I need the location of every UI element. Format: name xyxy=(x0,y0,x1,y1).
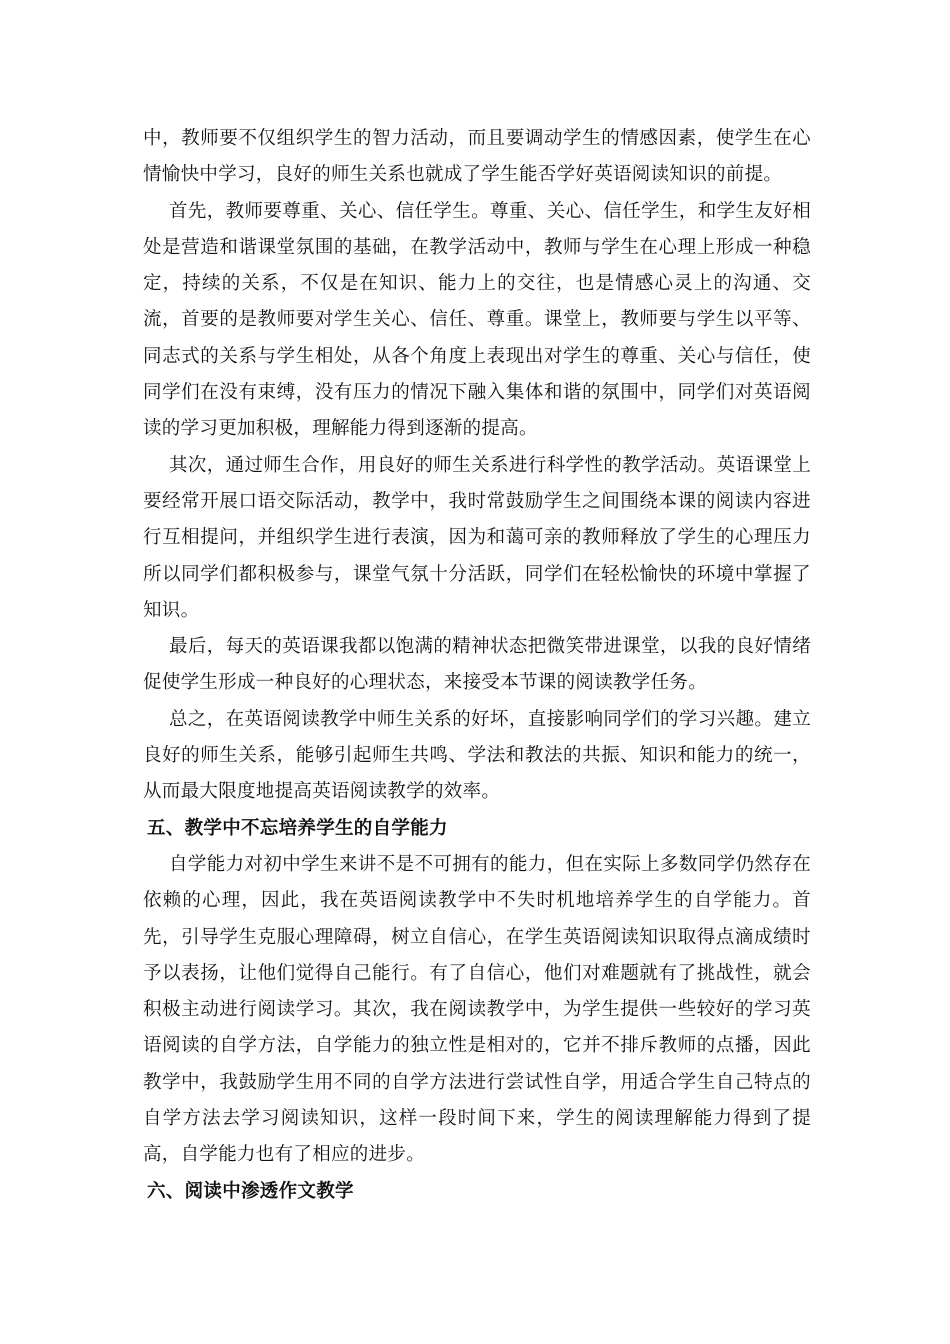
paragraph-continuation: 中，教师要不仅组织学生的智力活动，而且要调动学生的情感因素，使学生在心情愉快中学习，良好的师生关系也就成了学生能否学好英语阅读知识的前提。 xyxy=(143,128,811,186)
paragraph-respect-students: 首先，教师要尊重、关心、信任学生。尊重、关心、信任学生，和学生友好相处是营造和谐课堂氛围的基础，在教学活动中，教师与学生在心理上形成一种稳定，持续的关系，不仅是在知识、能力上的交往，也是情感心灵上的沟通、交流，首要的是教师要对学生关心、信任、尊重。课堂上，教师要与学生以平等、同志式的关系与学生相处，从各个角度上表现出对学生的尊重、关心与信任，使同学们在没有束缚，没有压力的情况下融入集体和谐的氛围中，同学们对英语阅读的学习更加积极，理解能力得到逐渐的提高。 xyxy=(143,200,811,440)
document-body xyxy=(143,121,811,1210)
paragraph-smile-in-class: 最后，每天的英语课我都以饱满的精神状态把微笑带进课堂，以我的良好情绪促使学生形成一种良好的心理状态，来接受本节课的阅读教学任务。 xyxy=(143,636,811,694)
paragraph-teacher-student-cooperation: 其次，通过师生合作，用良好的师生关系进行科学性的教学活动。英语课堂上要经常开展口语交际活动，教学中，我时常鼓励学生之间围绕本课的阅读内容进行互相提问，并组织学生进行表演，因为和蔼可亲的教师释放了学生的心理压力所以同学们都积极参与，课堂气氛十分活跃，同学们在轻松愉快的环境中掌握了知识。 xyxy=(143,454,811,621)
paragraph-conclusion: 总之，在英语阅读教学中师生关系的好坏，直接影响同学们的学习兴趣。建立良好的师生关系，能够引起师生共鸣、学法和教法的共振、知识和能力的统一，从而最大限度地提高英语阅读教学的效率。 xyxy=(143,708,811,803)
section-heading-writing: 六、阅读中渗透作文教学 xyxy=(147,1180,354,1202)
section-heading-self-study: 五、教学中不忘培养学生的自学能力 xyxy=(147,817,448,839)
paragraph-self-study: 自学能力对初中学生来讲不是不可拥有的能力，但在实际上多数同学仍然存在依赖的心理，因此，我在英语阅读教学中不失时机地培养学生的自学能力。首先，引导学生克服心理障碍，树立自信心，在学生英语阅读知识取得点滴成绩时予以表扬，让他们觉得自己能行。有了自信心，他们对难题就有了挑战性，就会积极主动进行阅读学习。其次，我在阅读教学中，为学生提供一些较好的学习英语阅读的自学方法，自学能力的独立性是相对的，它并不排斥教师的点播，因此教学中，我鼓励学生用不同的自学方法进行尝试性自学，用适合学生自己特点的自学方法去学习阅读知识，这样一段时间下来，学生的阅读理解能力得到了提高，自学能力也有了相应的进步。 xyxy=(143,853,811,1166)
